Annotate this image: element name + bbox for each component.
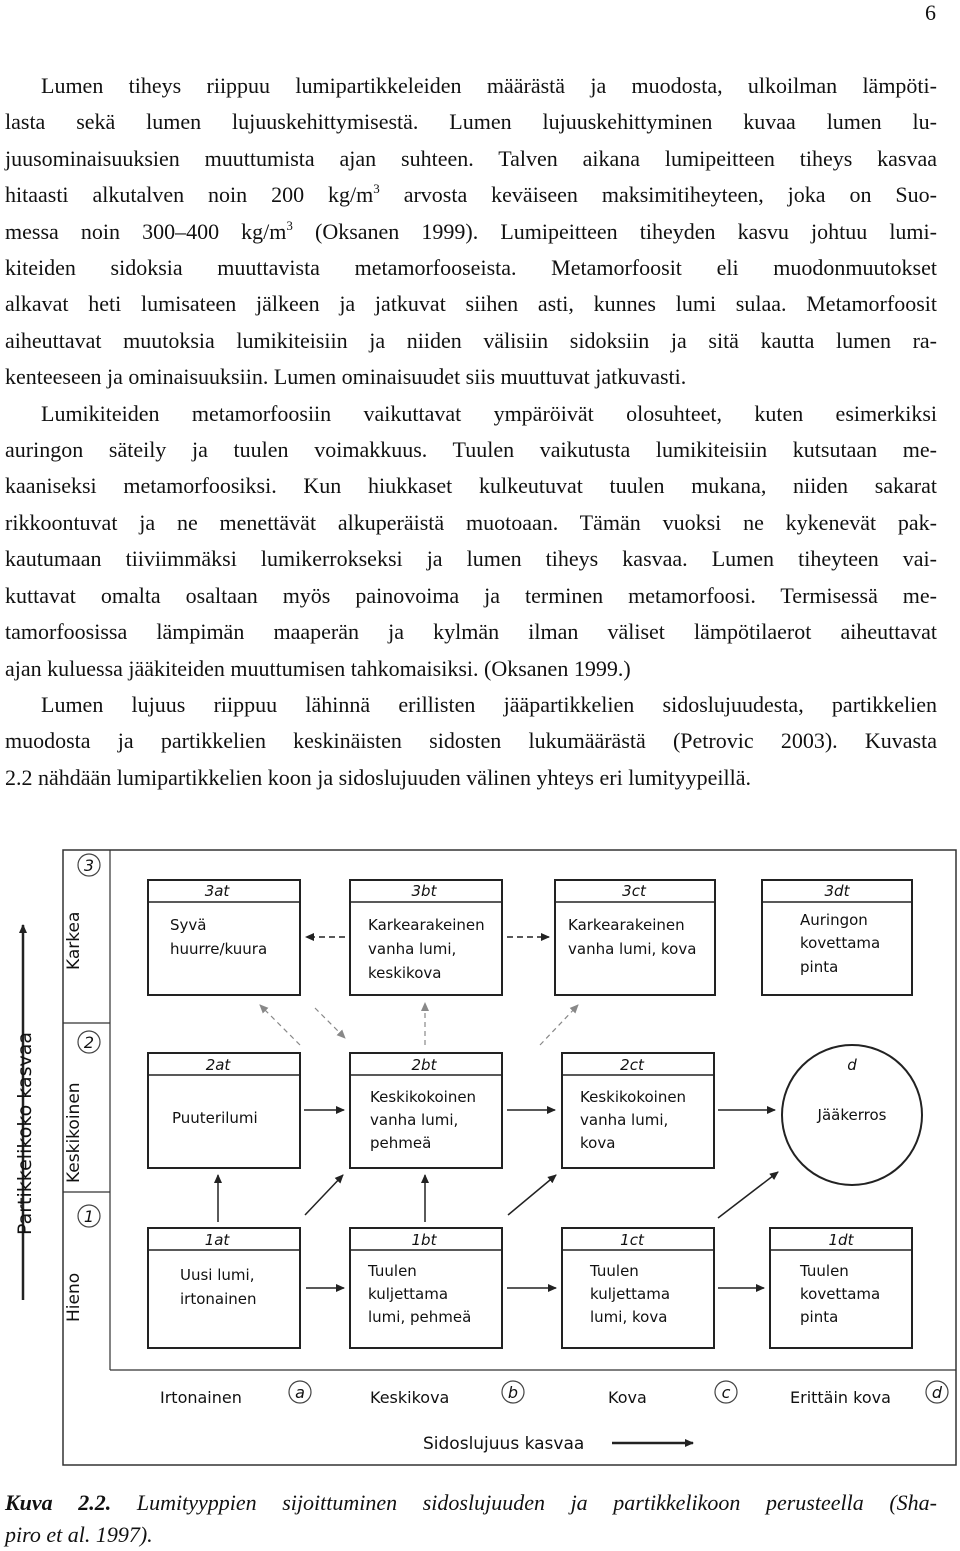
arrow-1at-to-2bt <box>305 1175 343 1215</box>
figure-caption <box>5 1487 937 1551</box>
svg-text:pehmeä: pehmeä <box>370 1134 432 1152</box>
row-label: Karkea <box>64 911 84 970</box>
text-line: juusominaisuuksien muuttumista ajan suhteen. Talven aikana lumipeitteen tiheys kasvaa <box>5 145 937 171</box>
text-line: kaaniseksi metamorfoosiksi. Kun hiukkaset kulkeutuvat tuulen mukana, niiden sakarat <box>5 473 937 499</box>
caption-line: piro et al. 1997). <box>5 1522 153 1547</box>
svg-text:Jääkerros: Jääkerros <box>817 1106 887 1124</box>
x-axis-label: Sidoslujuus kasvaa <box>423 1434 585 1454</box>
svg-text:1dt: 1dt <box>828 1231 854 1249</box>
svg-text:1bt: 1bt <box>411 1231 437 1249</box>
cell-2at <box>148 1053 300 1168</box>
svg-text:Keskikokoinen: Keskikokoinen <box>580 1088 687 1106</box>
svg-text:vanha lumi,: vanha lumi, <box>370 1111 459 1129</box>
svg-text:2ct: 2ct <box>620 1056 644 1074</box>
row-number: 3 <box>83 856 95 875</box>
body-text <box>5 68 937 796</box>
svg-text:Puuterilumi: Puuterilumi <box>172 1109 258 1127</box>
text-line: ajan kuluessa jääkiteiden muuttumisen tahkomaisiksi. (Oksanen 1999.) <box>5 655 631 681</box>
text-line: kuttavat omalta osaltaan myös painovoima ja terminen metamorfoosi. Termisessä me- <box>5 582 937 608</box>
text-line: rikkoontuvat ja ne menettävät alkuperäistä muotoaan. Tämän vuoksi ne kykenevät pak- <box>5 509 937 535</box>
text-line: Lumen lujuus riippuu lähinnä erillisten jääpartikkelien sidoslujuudesta, partikkelien <box>41 691 937 717</box>
text-line: alkavat heti lumisateen jälkeen ja jatkuvat siihen asti, kunnes lumi sulaa. Metamorfoosit <box>5 291 937 317</box>
text-line: messa noin 300–400 $kg/m^3$ (Oksanen 1999). Lumipeitteen tiheyden kasvu johtuu lumi- <box>5 217 937 244</box>
arrow-2at-to-3at <box>260 1005 300 1045</box>
svg-text:huurre/kuura: huurre/kuura <box>170 940 268 958</box>
row-3 <box>64 854 100 970</box>
row-number: 2 <box>83 1033 95 1052</box>
text-line: aiheuttavat muutoksia lumikiteisiin ja niiden välisiin sidoksiin ja sitä kautta lumen ra- <box>5 327 937 353</box>
column-label: Keskikova <box>370 1388 450 1407</box>
cell-2ct <box>562 1053 714 1168</box>
svg-text:kovettama: kovettama <box>800 934 881 952</box>
svg-text:Syvä: Syvä <box>170 916 207 934</box>
svg-text:3at: 3at <box>204 882 230 900</box>
cell-1ct <box>562 1228 714 1348</box>
svg-text:2bt: 2bt <box>411 1056 437 1074</box>
arrow-1ct-to-ice <box>718 1172 778 1218</box>
svg-text:Karkearakeinen: Karkearakeinen <box>568 916 685 934</box>
page-number: 6 <box>925 0 936 25</box>
cell-3bt <box>350 880 502 995</box>
column-letter: d <box>931 1383 943 1402</box>
svg-text:kuljettama: kuljettama <box>590 1285 671 1303</box>
svg-text:pinta: pinta <box>800 1308 839 1326</box>
column-letter: c <box>721 1383 731 1402</box>
column-letter: a <box>295 1383 305 1402</box>
text-line: auringon säteily ja tuulen voimakkuus. Tuulen vaikutusta lumikiteisiin kutsutaan me- <box>5 437 937 463</box>
arrow-2ct-to-3ct <box>540 1005 578 1045</box>
caption-line: Kuva 2.2. Lumityyppien sijoittuminen sidoslujuuden ja partikkelikoon perusteella (Sha- <box>5 1490 937 1515</box>
column-label: Erittäin kova <box>790 1388 891 1407</box>
svg-text:Tuulen: Tuulen <box>368 1262 417 1280</box>
svg-text:1ct: 1ct <box>620 1231 644 1249</box>
cell-1at <box>148 1228 300 1348</box>
svg-text:Karkearakeinen: Karkearakeinen <box>368 916 485 934</box>
svg-text:keskikova: keskikova <box>368 964 442 982</box>
text-line: 2.2 nähdään lumipartikkelien koon ja sidoslujuuden välinen yhteys eri lumityypeillä. <box>5 764 752 790</box>
svg-text:3dt: 3dt <box>824 882 850 900</box>
svg-text:d: d <box>847 1056 857 1074</box>
y-axis-label: Partikkelikoko kasvaa <box>14 1031 36 1235</box>
svg-text:Uusi lumi,: Uusi lumi, <box>180 1266 255 1284</box>
arrow-3at-to-2bt <box>315 1008 345 1038</box>
text-line: muodosta ja partikkelien keskinäisten sidosten lukumäärästä (Petrovic 2003). Kuvasta <box>5 728 937 754</box>
svg-text:3ct: 3ct <box>622 882 646 900</box>
snow-type-figure <box>0 830 960 1470</box>
text-line: Lumikiteiden metamorfoosiin vaikuttavat ympäröivät olosuhteet, kuten esimerkiksi <box>41 400 937 426</box>
arrow-1bt-to-2ct <box>508 1175 556 1215</box>
svg-text:vanha lumi,: vanha lumi, <box>580 1111 669 1129</box>
svg-text:kova: kova <box>580 1134 616 1152</box>
column-label: Kova <box>608 1388 647 1407</box>
row-2 <box>64 1031 100 1183</box>
svg-text:kovettama: kovettama <box>800 1285 881 1303</box>
svg-text:lumi, kova: lumi, kova <box>590 1308 668 1326</box>
svg-text:Tuulen: Tuulen <box>590 1262 639 1280</box>
text-line: kautumaan tiiviimmäksi lumikerrokseksi ja lumen tiheys kasvaa. Lumen tiheyteen vai- <box>5 546 937 572</box>
text-line: lasta sekä lumen lujuuskehittymisestä. Lumen lujuuskehittyminen kuvaa lumen lu- <box>5 109 937 135</box>
svg-text:irtonainen: irtonainen <box>180 1290 257 1308</box>
svg-text:Auringon: Auringon <box>800 911 868 929</box>
svg-text:vanha lumi, kova: vanha lumi, kova <box>568 940 697 958</box>
cell-2bt <box>350 1053 502 1168</box>
svg-text:pinta: pinta <box>800 958 839 976</box>
row-1 <box>64 1205 100 1322</box>
row-label: Hieno <box>64 1272 84 1322</box>
row-label: Keskikoinen <box>64 1082 84 1183</box>
text-line: Lumen tiheys riippuu lumipartikkeleiden määrästä ja muodosta, ulkoilman lämpöti- <box>41 73 937 98</box>
cell-1bt <box>350 1228 502 1348</box>
cell-ice-layer <box>782 1045 922 1185</box>
cell-1dt <box>770 1228 912 1348</box>
cell-3dt <box>762 880 912 995</box>
text-line: hitaasti alkutalven noin 200 $kg/m^3$ arvosta keväiseen maksimitiheyteen, joka on Suo- <box>5 181 937 208</box>
svg-text:1at: 1at <box>204 1231 230 1249</box>
svg-text:vanha lumi,: vanha lumi, <box>368 940 457 958</box>
text-line: tamorfoosissa lämpimän maaperän ja kylmän ilman väliset lämpötilaerot aiheuttavat <box>5 619 937 645</box>
svg-text:lumi, pehmeä: lumi, pehmeä <box>368 1308 472 1326</box>
column-label: Irtonainen <box>160 1388 242 1407</box>
row-number: 1 <box>83 1207 95 1226</box>
text-line: kiteiden sidoksia muuttavista metamorfooseista. Metamorfoosit eli muodonmuutokset <box>5 255 937 281</box>
svg-text:2at: 2at <box>205 1056 231 1074</box>
svg-text:Keskikokoinen: Keskikokoinen <box>370 1088 477 1106</box>
column-letter: b <box>507 1383 519 1402</box>
cell-3at <box>148 880 300 995</box>
svg-text:kuljettama: kuljettama <box>368 1285 449 1303</box>
svg-text:Tuulen: Tuulen <box>800 1262 849 1280</box>
cell-3ct <box>555 880 715 995</box>
text-line: kenteeseen ja ominaisuuksiin. Lumen ominaisuudet siis muuttuvat jatkuvasti. <box>5 364 687 390</box>
svg-text:3bt: 3bt <box>411 882 437 900</box>
